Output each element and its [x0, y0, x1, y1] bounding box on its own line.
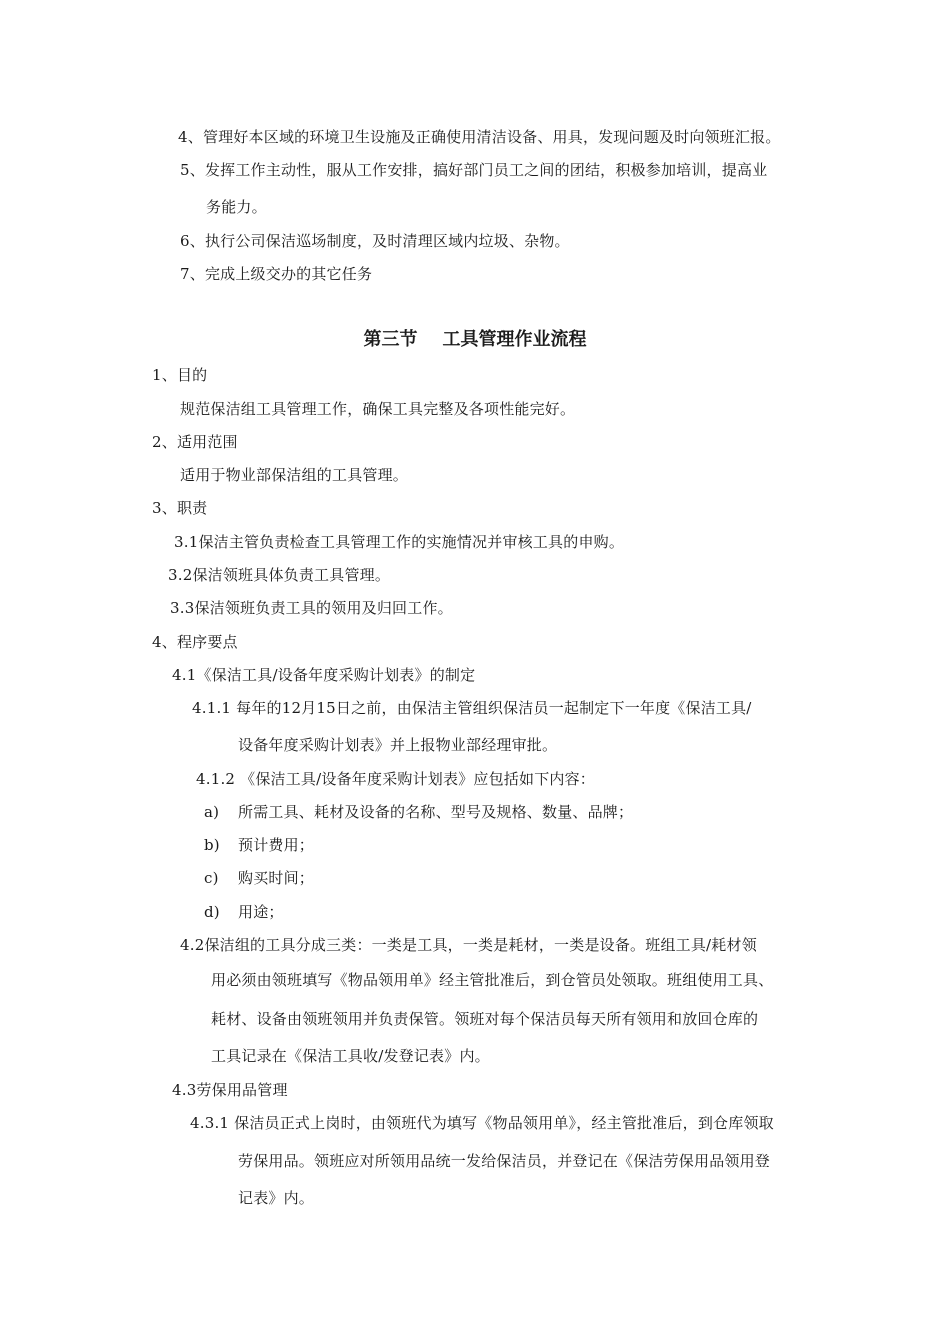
procedure-4-1-1-continued: 设备年度采购计划表》并上报物业部经理审批。 [238, 736, 558, 754]
duty-item-5-continued: 务能力。 [206, 198, 267, 216]
responsibility-item: 3.2保洁领班具体负责工具管理。 [168, 566, 391, 584]
responsibility-item: 3.1保洁主管负责检查工具管理工作的实施情况并审核工具的申购。 [174, 533, 625, 551]
list-item: 用途； [238, 903, 284, 921]
duty-item-5: 5、发挥工作主动性，服从工作安排，搞好部门员工之间的团结，积极参加培训，提高业 [180, 161, 768, 179]
duty-item-6: 6、执行公司保洁巡场制度，及时清理区域内垃圾、杂物。 [180, 232, 570, 250]
procedure-4-2-continued: 工具记录在《保洁工具收/发登记表》内。 [211, 1047, 490, 1065]
list-marker: a) [204, 803, 220, 821]
duty-item-4: 4、管理好本区域的环境卫生设施及正确使用清洁设备、用具，发现问题及时向领班汇报。 [178, 128, 781, 146]
procedure-4-2-continued: 耗材、设备由领班领用并负责保管。领班对每个保洁员每天所有领用和放回仓库的 [211, 1010, 759, 1028]
list-item: 预计费用； [238, 836, 315, 854]
scope-text: 适用于物业部保洁组的工具管理。 [180, 466, 409, 484]
procedure-4-3-1-continued: 劳保用品。领班应对所领用品统一发给保洁员，并登记在《保洁劳保用品领用登 [238, 1152, 771, 1170]
purpose-heading: 1、目的 [152, 366, 208, 384]
list-marker: b) [204, 836, 220, 854]
procedure-4-1: 4.1《保洁工具/设备年度采购计划表》的制定 [172, 666, 476, 684]
purpose-text: 规范保洁组工具管理工作，确保工具完整及各项性能完好。 [180, 400, 576, 418]
responsibility-item: 3.3保洁领班负责工具的领用及归回工作。 [170, 599, 453, 617]
procedure-4-2-continued: 用必须由领班填写《物品领用单》经主管批准后，到仓管员处领取。班组使用工具、 [211, 971, 774, 989]
procedure-4-3-1-continued: 记表》内。 [238, 1189, 315, 1207]
procedure-4-1-1: 4.1.1 每年的12月15日之前，由保洁主管组织保洁员一起制定下一年度《保洁工具/ [192, 699, 752, 717]
list-item: 购买时间； [238, 869, 315, 887]
list-item: 所需工具、耗材及设备的名称、型号及规格、数量、品牌； [238, 803, 634, 821]
responsibilities-heading: 3、职责 [152, 499, 208, 517]
procedure-4-3-1: 4.3.1 保洁员正式上岗时，由领班代为填写《物品领用单》，经主管批准后，到仓库领取 [190, 1114, 774, 1132]
section-title: 第三节 工具管理作业流程 [363, 329, 587, 350]
procedure-4-2: 4.2保洁组的工具分成三类：一类是工具，一类是耗材，一类是设备。班组工具/耗材领 [180, 936, 757, 954]
scope-heading: 2、适用范围 [152, 433, 238, 451]
procedure-4-3: 4.3劳保用品管理 [172, 1081, 288, 1099]
list-marker: c) [204, 869, 219, 887]
procedures-heading: 4、程序要点 [152, 633, 238, 651]
duty-item-7: 7、完成上级交办的其它任务 [180, 265, 373, 283]
procedure-4-1-2: 4.1.2 《保洁工具/设备年度采购计划表》应包括如下内容： [196, 770, 595, 788]
list-marker: d) [204, 903, 220, 921]
